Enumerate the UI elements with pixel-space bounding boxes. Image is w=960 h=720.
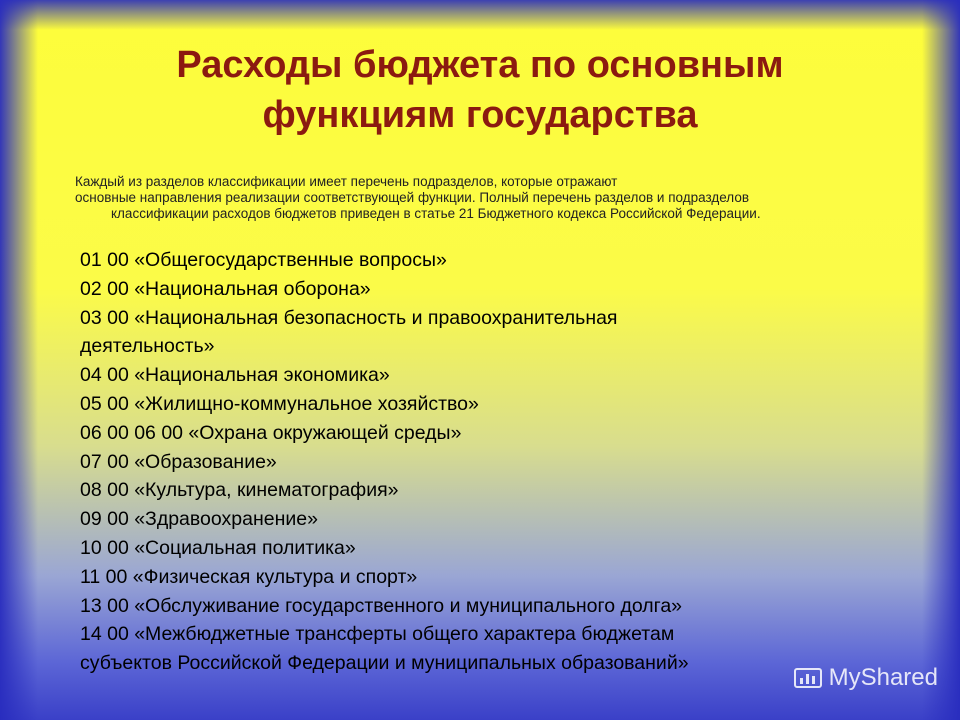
- list-item: 09 00 «Здравоохранение»: [80, 508, 318, 531]
- list-item: 11 00 «Физическая культура и спорт»: [80, 565, 418, 588]
- watermark-text: MyShared: [828, 664, 938, 691]
- intro-line-1: Каждый из разделов классификации имеет перечень подразделов, которые отражают: [75, 174, 618, 189]
- list-item: 07 00 «Образование»: [80, 450, 277, 473]
- list-item: 10 00 «Социальная политика»: [80, 536, 356, 559]
- list-item: 13 00 «Обслуживание государственного и муниципального долга»: [80, 594, 683, 617]
- page-title: [60, 40, 900, 140]
- myshared-watermark: [793, 664, 938, 692]
- list-item: 14 00 «Межбюджетные трансферты общего характера бюджетам: [80, 623, 675, 646]
- list-item: 08 00 «Культура, кинематография»: [80, 479, 399, 502]
- list-item: 04 00 «Национальная экономика»: [80, 364, 390, 387]
- list-item: 03 00 «Национальная безопасность и правоохранительная: [80, 306, 618, 329]
- title-line-2: функциям государства: [262, 94, 698, 136]
- list-item: субъектов Российской Федерации и муниципальных образований»: [80, 652, 689, 675]
- list-item: 05 00 «Жилищно-коммунальное хозяйство»: [80, 392, 479, 415]
- budget-sections-list: [80, 246, 870, 678]
- intro-line-2: основные направления реализации соответствующей функции. Полный перечень разделов и подразделов: [75, 190, 750, 205]
- list-item: 06 00 06 00 «Охрана окружающей среды»: [80, 421, 462, 444]
- myshared-logo-icon: [793, 665, 823, 691]
- title-line-1: Расходы бюджета по основным: [176, 44, 784, 86]
- list-item: деятельность»: [80, 335, 215, 358]
- list-item: 02 00 «Национальная оборона»: [80, 277, 371, 300]
- list-item: 01 00 «Общегосударственные вопросы»: [80, 249, 447, 271]
- intro-line-3: классификации расходов бюджетов приведен в статье 21 Бюджетного кодекса Российской Федерации.: [111, 206, 761, 221]
- intro-paragraph: [75, 174, 905, 222]
